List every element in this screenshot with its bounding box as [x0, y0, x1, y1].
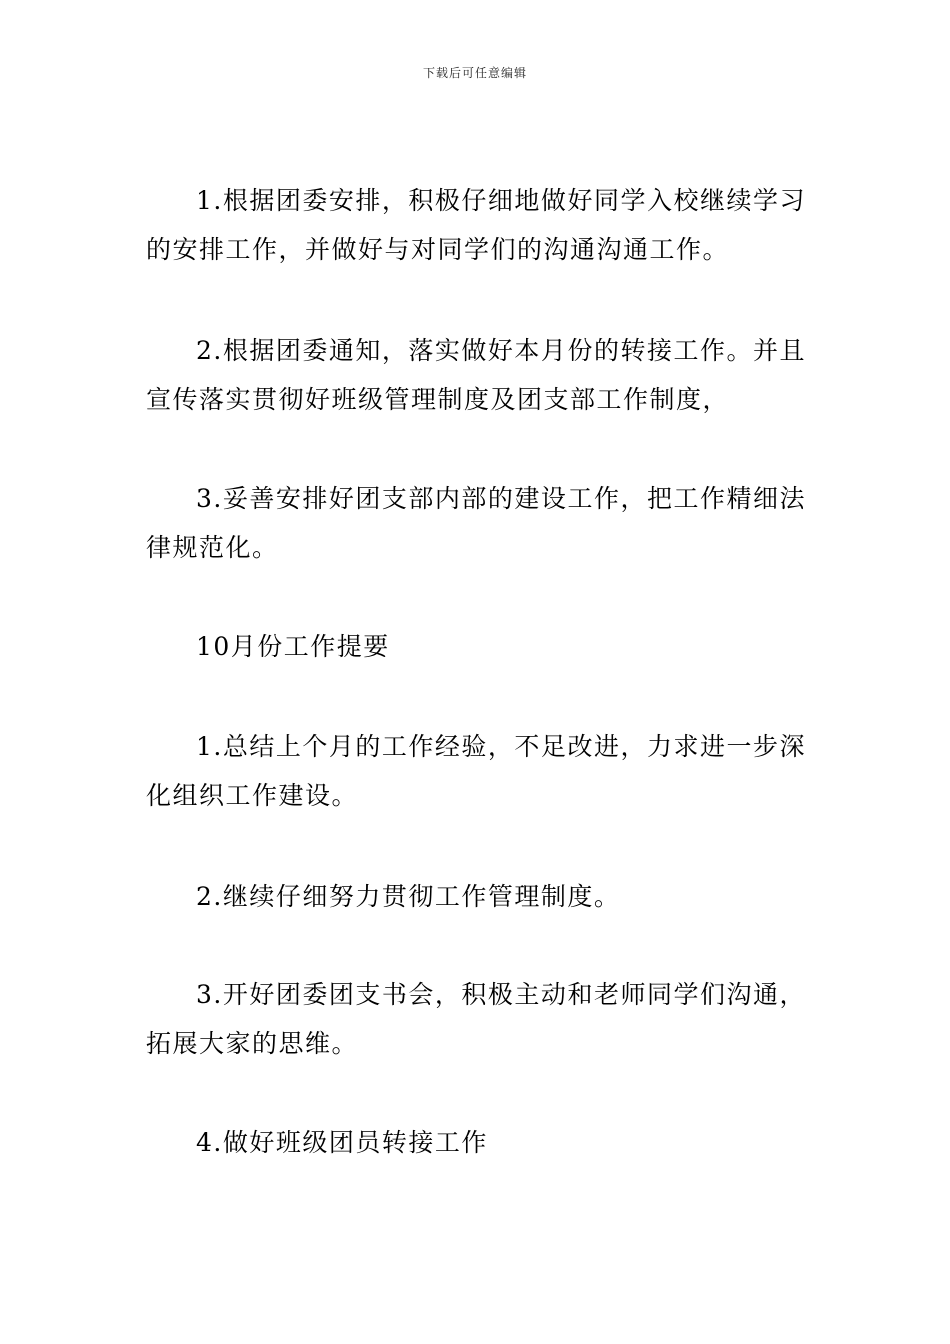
paragraph-item-7: 4.做好班级团员转接工作 — [196, 1128, 488, 1157]
paragraph-item-1: 1.根据团委安排，积极仔细地做好同学入校继续学习的安排工作，并做好与对同学们的沟通沟通工作。 — [146, 186, 806, 264]
paragraph-item-2: 2.根据团委通知，落实做好本月份的转接工作。并且宣传落实贯彻好班级管理制度及团支部工作制度， — [146, 336, 806, 414]
section-heading: 10月份工作提要 — [196, 632, 390, 661]
paragraph-item-4: 1.总结上个月的工作经验，不足改进，力求进一步深化组织工作建设。 — [146, 732, 806, 810]
page-header: 下载后可任意编辑 — [422, 66, 527, 80]
paragraph-item-3: 3.妥善安排好团支部内部的建设工作，把工作精细法律规范化。 — [146, 484, 806, 562]
paragraph-item-6: 3.开好团委团支书会，积极主动和老师同学们沟通，拓展大家的思维。 — [146, 980, 806, 1058]
paragraph-item-5: 2.继续仔细努力贯彻工作管理制度。 — [196, 882, 621, 911]
